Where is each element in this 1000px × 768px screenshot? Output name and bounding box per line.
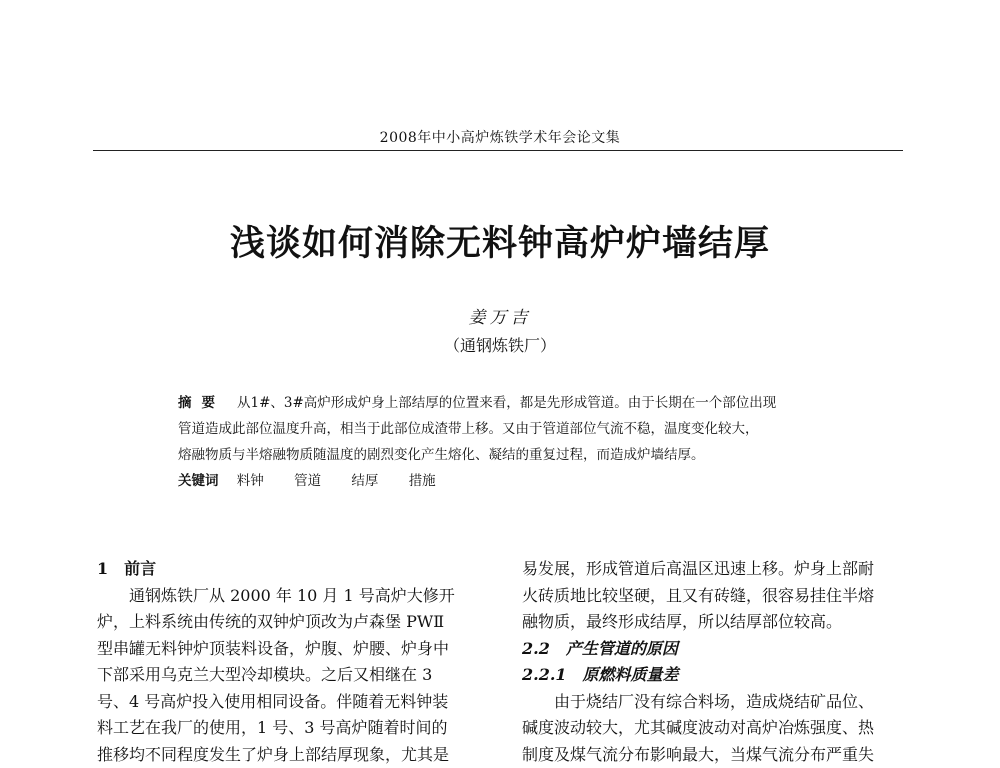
keyword: 措施	[409, 473, 436, 489]
body-line: 火砖质地比较坚硬，且又有砖缝，很容易挂住半熔	[522, 583, 905, 610]
author-affiliation: （通钢炼铁厂）	[0, 333, 1000, 356]
running-head: 2008年中小高炉炼铁学术年会论文集	[0, 127, 1000, 147]
body-line: 通钢炼铁厂从 2000 年 10 月 1 号高炉大修开	[97, 583, 489, 610]
body-line: 融物质，最终形成结厚，所以结厚部位较高。	[522, 609, 905, 636]
keyword: 管道	[294, 473, 321, 489]
subsubsection-heading: 2.2.1 原燃料质量差	[522, 662, 905, 689]
body-line: 料工艺在我厂的使用，1 号、3 号高炉随着时间的	[97, 715, 489, 742]
body-line: 碱度波动较大，尤其碱度波动对高炉冶炼强度、热	[522, 715, 905, 742]
keywords-label: 关键词	[178, 473, 219, 489]
abstract-label: 摘要	[178, 395, 225, 411]
body-line: 易发展，形成管道后高温区迅速上移。炉身上部耐	[522, 556, 905, 583]
header-rule	[93, 150, 903, 151]
abstract-line: 熔融物质与半熔融物质随温度的剧烈变化产生熔化、凝结的重复过程，而造成炉墙结厚。	[178, 442, 828, 468]
author-name: 姜万吉	[0, 303, 1000, 328]
keyword: 结厚	[351, 473, 378, 489]
body-line: 由于烧结厂没有综合料场，造成烧结矿品位、	[522, 689, 905, 716]
left-column	[97, 556, 489, 768]
right-column	[522, 556, 905, 768]
paper-title: 浅谈如何消除无料钟高炉炉墙结厚	[0, 216, 1000, 266]
abstract-line: 管道造成此部位温度升高，相当于此部位成渣带上移。又由于管道部位气流不稳，温度变化较大，	[178, 416, 828, 442]
body-line: 推移均不同程度发生了炉身上部结厚现象，尤其是	[97, 742, 489, 768]
abstract-text: 从1#、3#高炉形成炉身上部结厚的位置来看，都是先形成管道。由于长期在一个部位出现	[237, 395, 776, 411]
body-line: 型串罐无料钟炉顶装料设备，炉腹、炉腰、炉身中	[97, 636, 489, 663]
body-line: 制度及煤气流分布影响最大，当煤气流分布严重失	[522, 742, 905, 768]
body-line: 下部采用乌克兰大型冷却模块。之后又相继在 3	[97, 662, 489, 689]
keywords-line	[178, 468, 828, 494]
abstract-block	[178, 390, 828, 494]
body-line: 炉，上料系统由传统的双钟炉顶改为卢森堡 PWⅡ	[97, 609, 489, 636]
section-heading-introduction: 1 前言	[97, 556, 489, 583]
subsection-heading: 2.2 产生管道的原因	[522, 636, 905, 663]
body-line: 号、4 号高炉投入使用相同设备。伴随着无料钟装	[97, 689, 489, 716]
abstract-line	[178, 390, 828, 416]
keyword: 料钟	[237, 473, 264, 489]
